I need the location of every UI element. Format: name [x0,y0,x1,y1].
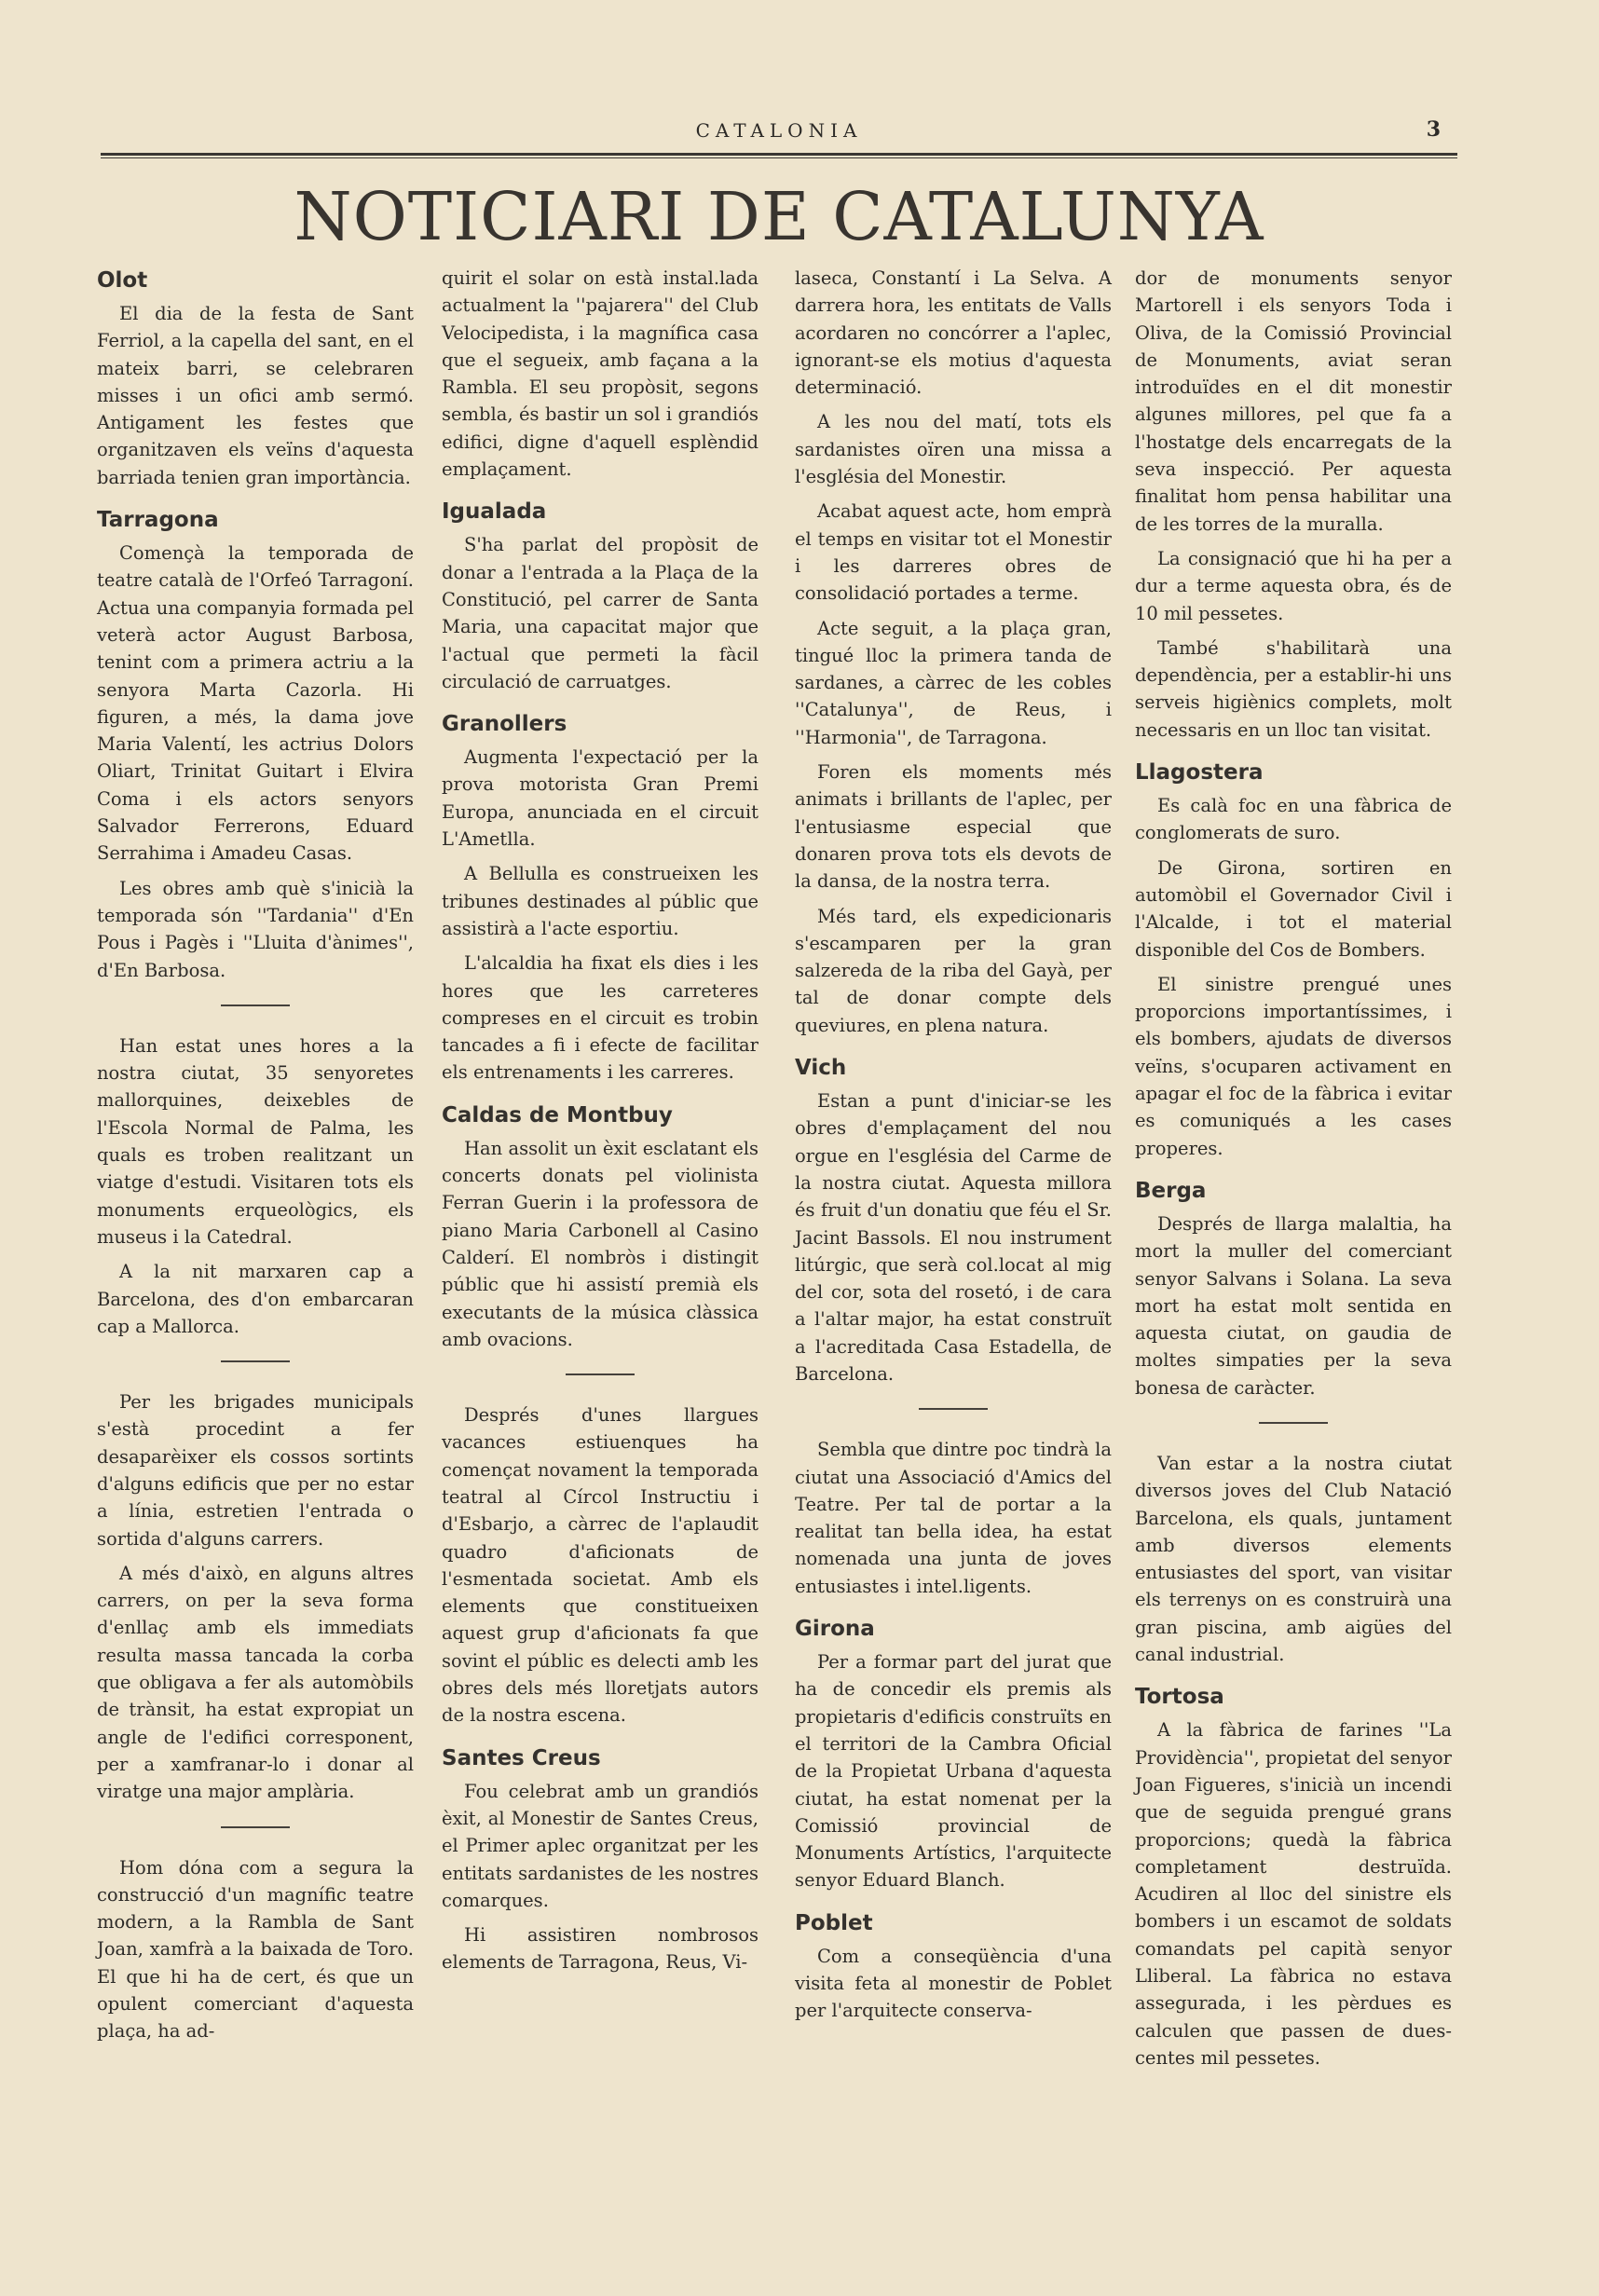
paragraph: Van estar a la nostra ciutat diversos joves del Club Natació Barcelona, els quals, juntament amb diversos elements entusiastes del sport, van visitar els terrenys on es construirà una gran piscina, amb aigües del canal industrial. [1135,1452,1452,1666]
paragraph: A la nit marxaren cap a Barcelona, des d'on embarcaran cap a Mallorca. [97,1261,414,1337]
paragraph-continued: laseca, Constantí i La Selva. A darrera hora, les entitats de Valls acordaren no concórrer a l'aplec, ignorant-se els motius d'aquesta determinació. [795,267,1112,399]
paragraph: Hi assistiren nombrosos elements de Tarragona, Reus, Vi- [442,1924,758,1974]
header-rule [101,153,1457,158]
separator-rule [566,1374,635,1375]
paragraph: El dia de la festa de Sant Ferriol, a la capella del sant, en el mateix barri, se celebraren misses i un ofici amb sermó. Antigament les festes que organitzaven els veïns d'aquesta barriada tenien gran importància. [97,303,414,488]
paragraph: Han assolit un èxit esclatant els concerts donats pel violinista Ferran Guerin i la professora de piano Maria Carbonell al Casino Calderí. El nombròs i distingit públic que hi assistí premià els executants de la música clàssica amb ovacions. [442,1137,758,1350]
paragraph: Han estat unes hores a la nostra ciutat, 35 senyoretes mallorquines, deixebles de l'Escola Normal de Palma, les quals es troben realitzant un viatge d'estudi. Visitaren tots els monuments erqueològics, els museus i la Catedral. [97,1034,414,1248]
paragraph: Augmenta l'expectació per la prova motorista Gran Premi Europa, anunciada en el circuit L'Ametlla. [442,746,758,851]
paragraph: A la fàbrica de farines ''La Providència'', propietat del senyor Joan Figueres, s'inicià un incendi que de seguida prengué grans proporcions; quedà la fàbrica completament destruïda. Acudiren al lloc del sinistre els bombers i un escamot de soldats comandats pel capità senyor Lliberal. La fàbrica no estava assegurada, i les pèrdues es calculen que passen de dues-centes mil pessetes. [1135,1719,1452,2069]
separator-rule [221,1826,290,1828]
heading-girona: Girona [795,1617,875,1642]
paragraph: Per les brigades municipals s'està procedint a fer desaparèixer els cossos sortints d'alguns edificis que per no estar a línia, estretien l'entrada o sortida d'alguns carrers. [97,1391,414,1550]
paragraph: De Girona, sortiren en automòbil el Governador Civil i l'Alcalde, i tot el material disponible del Cos de Bombers. [1135,856,1452,961]
separator-rule [1259,1422,1328,1424]
heading-vich: Vich [795,1056,847,1081]
paragraph: Acabat aquest acte, hom emprà el temps en visitar tot el Monestir i les darreres obres de consolidació portades a terme. [795,500,1112,605]
heading-berga: Berga [1135,1178,1207,1203]
paragraph: S'ha parlat del propòsit de donar a l'entrada a la Plaça de la Constitució, pel carrer de Santa Maria, una capacitat major que l'actual que permeti la fàcil circulació de carruatges. [442,534,758,692]
paragraph: A més d'això, en alguns altres carrers, on per la seva forma d'enllaç amb els immediats resulta massa tancada la corba que obligava a fer als automòbils de trànsit, ha estat expropiat un angle de l'edifici corresponent, per a xamfranar-lo i donar al viratge una major amplària. [97,1562,414,1803]
paragraph: Es calà foc en una fàbrica de conglomerats de suro. [1135,795,1452,844]
paragraph-continued: dor de monuments senyor Martorell i els senyors Toda i Oliva, de la Comissió Provincial de Monuments, aviat seran introduïdes en el dit monestir algunes millores, pel que fa a l'hostatge dels encarregats de la seva inspecció. Per aquesta finalitat hom pensa habilitar una de les torres de la muralla. [1135,267,1452,535]
heading-caldas-de-montbuy: Caldas de Montbuy [442,1102,673,1128]
heading-tortosa: Tortosa [1135,1685,1224,1710]
heading-poblet: Poblet [795,1910,873,1935]
paragraph: El sinistre prengué unes proporcions importantíssimes, i els bombers, ajudats de diversos veïns, s'ocuparen activament en apagar el foc de la fàbrica i evitar es comuniqués a les cases properes. [1135,973,1452,1159]
running-header [101,119,1457,144]
separator-rule [221,1360,290,1362]
paragraph: Sembla que dintre poc tindrà la ciutat una Associació d'Amics del Teatre. Per tal de portar a la realitat tan bella idea, ha estat nomenada una junta de joves entusiastes i intel.ligents. [795,1439,1112,1597]
heading-tarragona: Tarragona [97,508,219,533]
paragraph: Per a formar part del jurat que ha de concedir els premis als propietaris d'edificis construïts en el territori de la Cambra Oficial de la Propietat Urbana d'aquesta ciutat, ha estat nomenat per la Comissió provincial de Monuments Artístics, l'arquitecte senyor Eduard Blanch. [795,1651,1112,1892]
paragraph: També s'habilitarà una dependència, per a establir-hi uns serveis higiènics complets, molt necessaris en un lloc tan visitat. [1135,636,1452,741]
paragraph: Després d'unes llargues vacances estiuenques ha començat novament la temporada teatral al Círcol Instructiu i d'Esbarjo, a càrrec de l'aplaudit quadro d'aficionats de l'esmentada societat. Amb els elements que constitueixen aquest grup d'aficionats fa que sovint el públic es delecti amb les obres dels més lloretjats autors de la nostra escena. [442,1404,758,1727]
paragraph-continued: quirit el solar on està instal.lada actualment la ''pajarera'' del Club Velocipedista, i la magnífica casa que el segueix, amb façana a la Rambla. El seu propòsit, segons sembla, és bastir un sol i grandiós edifici, digne d'aquell esplèndid emplaçament. [442,267,758,481]
paragraph: Foren els moments més animats i brillants de l'aplec, per l'entusiasme especial que donaren prova tots els devots de la dansa, de la nostra terra. [795,761,1112,893]
paragraph: Fou celebrat amb un grandiós èxit, al Monestir de Santes Creus, el Primer aplec organitzat per les entitats sardanistes de les nostres comarques. [442,1780,758,1911]
page-number: 3 [1426,117,1441,142]
section-title: NOTICIARI DE CATALUNYA [294,178,1264,255]
paragraph: A les nou del matí, tots els sardanistes oïren una missa a l'església del Monestir. [795,411,1112,488]
paragraph: Estan a punt d'iniciar-se les obres d'emplaçament del nou orgue en l'església del Carme de la nostra ciutat. Aquesta millora és fruit d'un donatiu que féu el Sr. Jacint Bassols. El nou instrument litúrgic, que serà col.locat al mig del cor, sota del rosetó, i de cara a l'altar major, ha estat construït a l'acreditada Casa Estadella, de Barcelona. [795,1090,1112,1385]
heading-olot: Olot [97,268,148,293]
separator-rule [221,1004,290,1006]
heading-igualada: Igualada [442,499,547,525]
paragraph: Com a conseqüència d'una visita feta al monestir de Poblet per l'arquitecte conserva- [795,1945,1112,2022]
paragraph: A Bellulla es construeixen les tribunes destinades al públic que assistirà a l'acte esportiu. [442,863,758,939]
separator-rule [919,1408,988,1410]
paragraph: Més tard, els expedicionaris s'escamparen per la gran salzereda de la riba del Gayà, per tal de donar compte dels queviures, en plena natura. [795,905,1112,1036]
column-2 [442,265,758,1984]
paragraph: L'alcaldia ha fixat els dies i les hores que les carreteres compreses en el circuit es trobin tancades a fi i efecte de facilitar els entrenaments i les carreres. [442,952,758,1084]
heading-santes-creus: Santes Creus [442,1745,601,1770]
column-1 [97,265,414,2053]
paragraph: Després de llarga malaltia, ha mort la muller del comerciant senyor Salvans i Solana. La seva mort ha estat molt sentida en aquesta ciutat, on gaudia de moltes simpaties per la seva bonesa de caràcter. [1135,1212,1452,1399]
column-4 [1135,265,1452,2079]
heading-granollers: Granollers [442,712,567,737]
paragraph: La consignació que hi ha per a dur a terme aquesta obra, és de 10 mil pessetes. [1135,547,1452,624]
paragraph: Acte seguit, a la plaça gran, tingué lloc la primera tanda de sardanes, a càrrec de les cobles ''Catalunya'', de Reus, i ''Harmonia'', de Tarragona. [795,617,1112,748]
publication-name: CATALONIA [695,119,863,142]
paragraph: Començà la temporada de teatre català de l'Orfeó Tarragoní. Actua una companyia formada pel veterà actor August Barbosa, tenint com a primera actriu a la senyora Marta Cazorla. Hi figuren, a més, la dama jove Maria Valentí, les actrius Dolors Oliart, Trinitat Guitart i Elvira Coma i els actors senyors Salvador Ferrerons, Eduard Serrahima i Amadeu Casas. [97,542,414,865]
paragraph: Hom dóna com a segura la construcció d'un magnífic teatre modern, a la Rambla de Sant Joan, xamfrà a la baixada de Toro. El que hi ha de cert, és que un opulent comerciant d'aquesta plaça, ha ad- [97,1856,414,2043]
column-3 [795,265,1112,2032]
paragraph: Les obres amb què s'inicià la temporada són ''Tardania'' d'En Pous i Pagès i ''Lluita d'ànimes'', d'En Barbosa. [97,877,414,981]
heading-llagostera: Llagostera [1135,760,1264,786]
